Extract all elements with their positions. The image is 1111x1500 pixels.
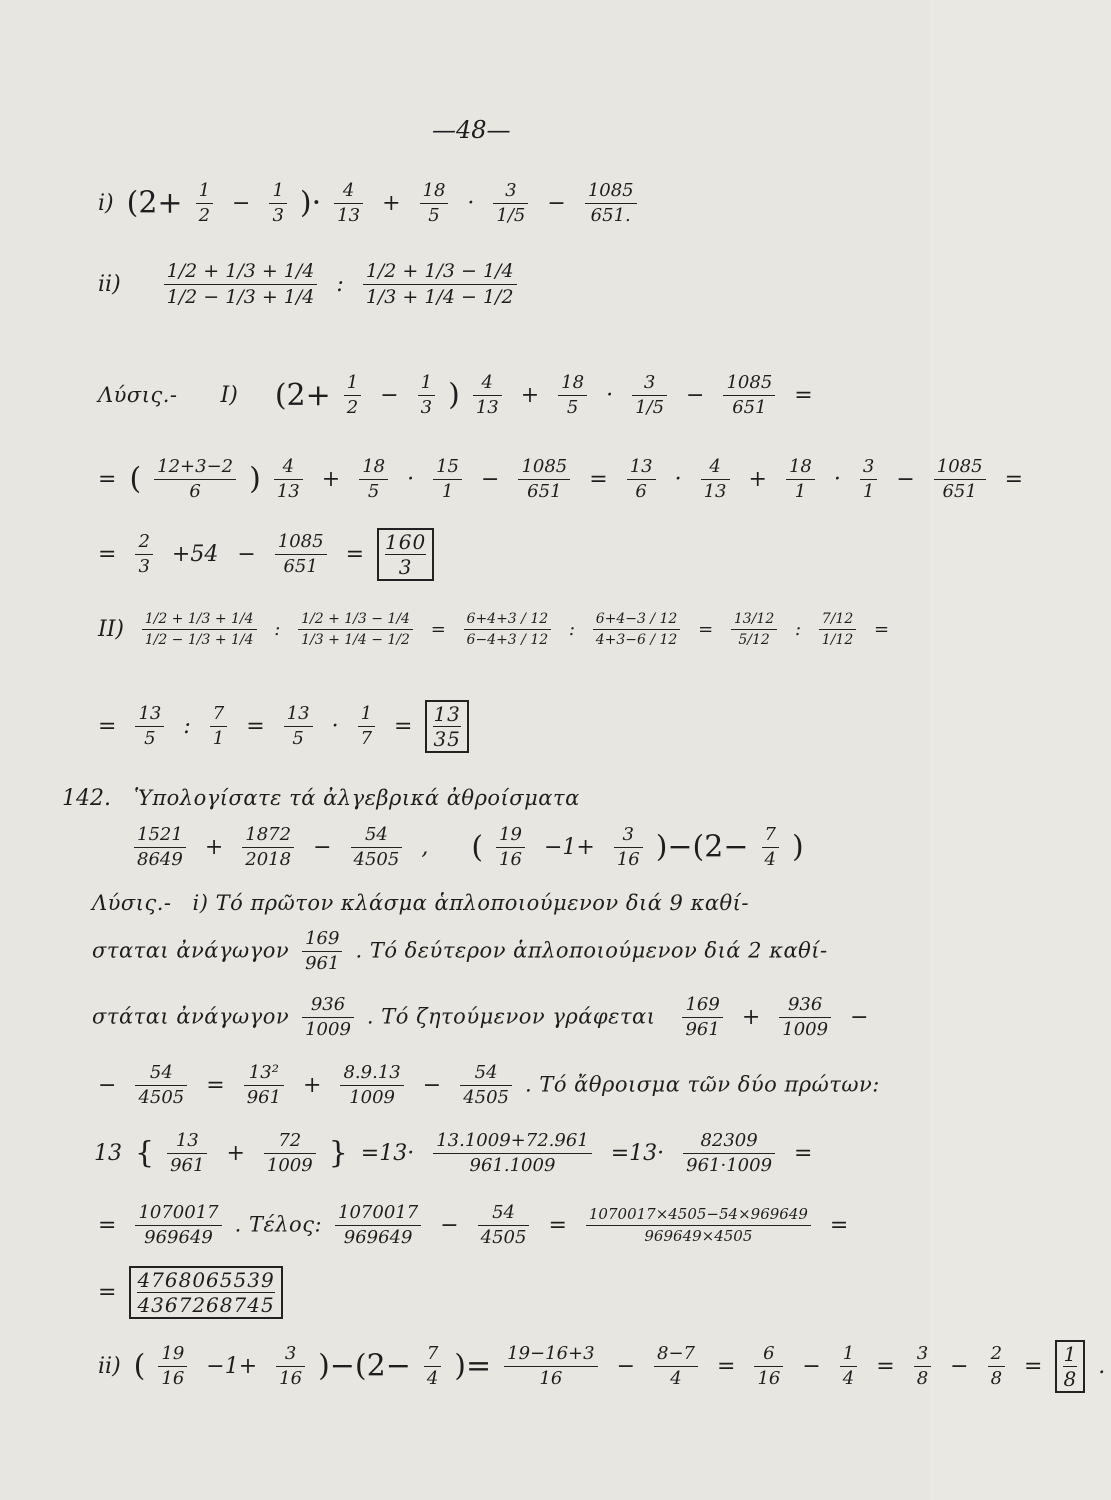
- fraction: $\frac{169}{961}$: [302, 930, 342, 973]
- fraction: $\frac{19}{16}$: [496, 826, 525, 869]
- compound-fraction: $\frac{6+4-3 / 12}{4+3-6 / 12}$: [593, 612, 681, 647]
- page-number: —48—: [432, 116, 511, 144]
- fraction: $\frac{18}{5}$: [359, 458, 388, 501]
- compound-fraction: $\frac{1/2 + 1/3 - 1/4}{1/3 + 1/4 - 1/2}$: [363, 262, 517, 307]
- solution-2-line-1: II) $\frac{1/2 + 1/3 + 1/4}{1/2 - 1/3 + 1/4}$ : $\frac{1/2 + 1/3 - 1/4}{1/3 + 1/4 - 1/2}$ = $\frac{6+4+3 / 12}{6-4+3 / 12}$ : $\frac{6+4-3 / 12}{4+3-6 / 12}$ = $\frac{13/12}{5/12}$ : $\frac{7/12}{1/12}$ =: [98, 611, 890, 648]
- problem-i-label: i): [98, 190, 114, 216]
- fraction: $\frac{3}{8}$: [914, 1345, 931, 1388]
- fraction: $\frac{13.1009+72.961}{961.1009}$: [433, 1132, 592, 1175]
- fraction: $\frac{7}{4}$: [424, 1345, 441, 1388]
- fraction: $\frac{3}{16}$: [276, 1345, 305, 1388]
- fraction: $\frac{3}{1/5}$: [632, 374, 667, 417]
- compound-fraction: $\frac{7/12}{1/12}$: [819, 612, 856, 647]
- paren: (2+: [126, 185, 183, 221]
- fraction: $\frac{1085}{651}$: [275, 533, 327, 576]
- solution-142-line-3: στάται ἀνάγωγον $\frac{936}{1009}$ . Τό ζητούμενον γράφεται $\frac{169}{961}$ + $\frac{936}{1009}$ −: [92, 994, 869, 1040]
- fraction: $\frac{54}{4505}$: [135, 1064, 187, 1107]
- fraction: $\frac{6}{16}$: [754, 1345, 783, 1388]
- fraction: $\frac{1085}{651}$: [518, 458, 570, 501]
- fraction: $\frac{1085}{651}$: [934, 458, 986, 501]
- fraction: $\frac{19}{16}$: [158, 1345, 187, 1388]
- solution-2-line-2: = $\frac{13}{5}$ : $\frac{7}{1}$ = $\frac{13}{5}$ · $\frac{1}{7}$ = $\frac{13}{35}$: [92, 700, 469, 753]
- problem-text: Ὑπολογίσατε τά ἀλγεβρικά ἀθροίσματα: [133, 786, 580, 810]
- fraction: $\frac{4}{13}$: [274, 458, 303, 501]
- fraction: $\frac{4}{13}$: [473, 374, 502, 417]
- solution-header: Λύσις.-: [98, 383, 178, 407]
- fraction: $\frac{936}{1009}$: [302, 996, 354, 1039]
- fraction: $\frac{3}{1}$: [860, 458, 877, 501]
- fraction: $\frac{72}{1009}$: [264, 1132, 316, 1175]
- answer-box: $\frac{4768065539}{4367268745}$: [129, 1266, 282, 1319]
- compound-fraction: $\frac{6+4+3 / 12}{6-4+3 / 12}$: [464, 612, 552, 647]
- fraction: $\frac{8-7}{4}$: [654, 1345, 698, 1388]
- fraction: $\frac{1070017\times 4505-54\times 969649}{969649\times 4505}$: [586, 1207, 811, 1244]
- fraction: $\frac{19-16+3}{16}$: [504, 1345, 597, 1388]
- solution-1-line-1: Λύσις.- I) (2+ $\frac{1}{2}$ − $\frac{1}{3}$ ) $\frac{4}{13}$ + $\frac{18}{5}$ · $\frac{3}{1/5}$ − $\frac{1085}{651}$ =: [98, 372, 813, 418]
- fraction: $\frac{7}{4}$: [762, 826, 779, 869]
- fraction: $\frac{13}{961}$: [167, 1132, 207, 1175]
- fraction: $\frac{169}{961}$: [682, 996, 722, 1039]
- solution-142-line-4: − $\frac{54}{4505}$ = $\frac{\text{13²}}{961}$ + $\frac{8.9.13}{1009}$ − $\frac{54}{4505}$ . Τό ἄθροισμα τῶν δύο πρώτων:: [98, 1062, 880, 1108]
- fraction: $\frac{12+3-2}{6}$: [154, 458, 236, 501]
- fraction: $\frac{13}{5}$: [135, 705, 164, 748]
- solution-142-line-8: ii) ( $\frac{19}{16}$ −1+ $\frac{3}{16}$ )−(2− $\frac{7}{4}$ )= $\frac{19-16+3}{16}$ − $\frac{8-7}{4}$ = $\frac{6}{16}$ − $\frac{1}{4}$ = $\frac{3}{8}$ − $\frac{2}{8}$ = $\frac{1}{8}$ .: [98, 1342, 1106, 1391]
- fraction: $\frac{\text{13²}}{961}$: [244, 1064, 284, 1107]
- answer-box: $\frac{160}{3}$: [377, 528, 434, 581]
- problem-number: 142.: [62, 786, 111, 811]
- problem-142-expressions: $\frac{1521}{8649}$ + $\frac{1872}{2018}$ − $\frac{54}{4505}$ , ( $\frac{19}{16}$ −1+ $\frac{3}{16}$ )−(2− $\frac{7}{4}$ ): [128, 826, 804, 869]
- fraction: $\frac{2}{3}$: [135, 533, 152, 576]
- fraction: $\frac{1085}{651.}$: [585, 182, 637, 225]
- fraction: $\frac{13}{6}$: [627, 458, 656, 501]
- compound-fraction: $\frac{1/2 + 1/3 + 1/4}{1/2 - 1/3 + 1/4}$: [142, 612, 257, 647]
- fraction: $\frac{54}{4505}$: [351, 826, 403, 869]
- compound-fraction: $\frac{1/2 + 1/3 - 1/4}{1/3 + 1/4 - 1/2}$: [298, 612, 413, 647]
- fraction: $\frac{936}{1009}$: [779, 996, 831, 1039]
- fraction: $\frac{1070017}{969649}$: [135, 1204, 221, 1247]
- fraction: $\frac{1}{2}$: [344, 374, 361, 417]
- fraction: $\frac{54}{4505}$: [478, 1204, 530, 1247]
- fraction: $\frac{4}{13}$: [701, 458, 730, 501]
- compound-fraction: $\frac{13/12}{5/12}$: [731, 612, 777, 647]
- fraction: $\frac{82309}{961\cdot 1009}$: [683, 1132, 775, 1175]
- fraction: $\frac{2}{8}$: [988, 1345, 1005, 1388]
- fraction: $\frac{18}{5}$: [420, 182, 449, 225]
- solution-142-line-7: = $\frac{4768065539}{4367268745}$: [92, 1266, 283, 1319]
- fraction: $\frac{1}{4}$: [840, 1345, 857, 1388]
- problem-i: i) (2+ $\frac{1}{2}$ − $\frac{1}{3}$ )· $\frac{4}{13}$ + $\frac{18}{5}$ · $\frac{3}{1/5}$ − $\frac{1085}{651.}$: [92, 182, 643, 225]
- problem-142-statement: [62, 788, 580, 810]
- solution-142-line-2: σταται ἀνάγωγον $\frac{169}{961}$ . Τό δεύτερον ἁπλοποιούμενον διά 2 καθί-: [92, 928, 828, 974]
- fraction: $\frac{18}{5}$: [558, 374, 587, 417]
- fraction: $\frac{18}{1}$: [786, 458, 815, 501]
- fraction: $\frac{4}{13}$: [334, 182, 363, 225]
- problem-ii: ii) $\frac{1/2 + 1/3 + 1/4}{1/2 - 1/3 + 1/4}$ : $\frac{1/2 + 1/3 - 1/4}{1/3 + 1/4 - 1/2}$: [92, 262, 523, 307]
- compound-fraction: $\frac{1/2 + 1/3 + 1/4}{1/2 - 1/3 + 1/4}$: [164, 262, 318, 307]
- fraction: $\frac{1070017}{969649}$: [335, 1204, 421, 1247]
- solution-142-line-1: Λύσις.- i) Τό πρῶτον κλάσμα ἁπλοποιούμενον διά 9 καθί-: [92, 891, 750, 915]
- fraction: $\frac{1872}{2018}$: [242, 826, 294, 869]
- solution-142-line-6: = $\frac{1070017}{969649}$ . Τέλος: $\frac{1070017}{969649}$ − $\frac{54}{4505}$ = $\frac{1070017\times 4505-54\times 969649}{969649\times 4505}$ =: [98, 1202, 849, 1248]
- fraction: $\frac{1}{2}$: [196, 182, 213, 225]
- fraction: $\frac{3}{1/5}$: [493, 182, 528, 225]
- fraction: $\frac{1085}{651}$: [723, 374, 775, 417]
- fraction: $\frac{8.9.13}{1009}$: [340, 1064, 403, 1107]
- fraction: $\frac{1}{3}$: [418, 374, 435, 417]
- fraction: $\frac{54}{4505}$: [460, 1064, 512, 1107]
- fraction: $\frac{1521}{8649}$: [134, 826, 186, 869]
- solution-142-line-5: 13 { $\frac{13}{961}$ + $\frac{72}{1009}$ } =13· $\frac{13.1009+72.961}{961.1009}$ =13· $\frac{82309}{961\cdot 1009}$ =: [94, 1130, 813, 1176]
- fraction: $\frac{3}{16}$: [614, 826, 643, 869]
- solution-1-line-2: = ( $\frac{12+3-2}{6}$ ) $\frac{4}{13}$ + $\frac{18}{5}$ · $\frac{15}{1}$ − $\frac{1085}{651}$ = $\frac{13}{6}$ · $\frac{4}{13}$ + $\frac{18}{1}$ · $\frac{3}{1}$ − $\frac{1085}{651}$ =: [98, 456, 1023, 502]
- fraction: $\frac{1}{7}$: [358, 705, 375, 748]
- answer-box: $\frac{1}{8}$: [1055, 1340, 1085, 1393]
- fraction: $\frac{13}{5}$: [284, 705, 313, 748]
- answer-box: $\frac{13}{35}$: [425, 700, 468, 753]
- fraction: $\frac{1}{3}$: [269, 182, 286, 225]
- fraction: $\frac{7}{1}$: [210, 705, 227, 748]
- solution-1-line-3: = $\frac{2}{3}$ +54 − $\frac{1085}{651}$ = $\frac{160}{3}$: [92, 528, 434, 581]
- problem-ii-label: ii): [98, 271, 121, 297]
- fraction: $\frac{15}{1}$: [433, 458, 462, 501]
